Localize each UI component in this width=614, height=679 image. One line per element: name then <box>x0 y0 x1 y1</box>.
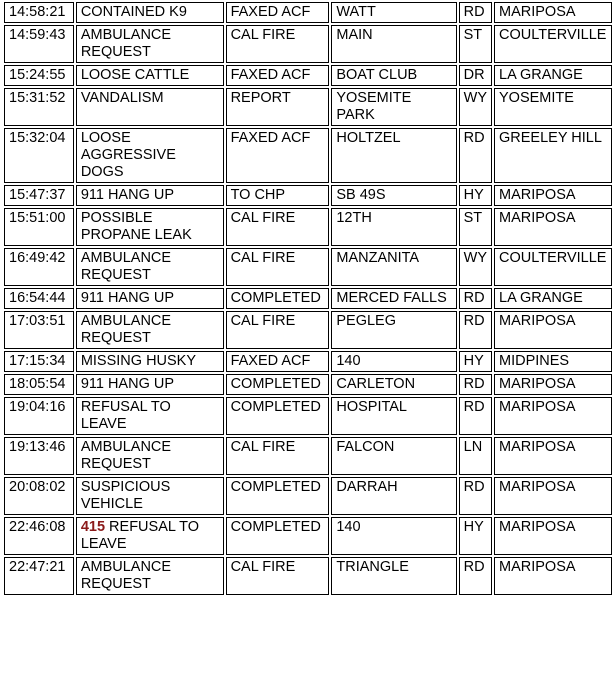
disposition-text: COMPLETED <box>230 519 321 535</box>
time-cell <box>4 25 74 63</box>
street-cell <box>331 25 456 63</box>
disposition-cell <box>226 311 330 349</box>
street-text: CARLETON <box>336 376 416 392</box>
city-text: YOSEMITE <box>499 90 574 106</box>
street-suffix-cell <box>459 397 492 435</box>
description-cell <box>76 65 224 86</box>
description-cell <box>76 288 224 309</box>
street-suffix-text: RD <box>463 4 485 20</box>
street-suffix-text: RD <box>463 313 485 329</box>
table-row <box>4 477 612 515</box>
city-text: MARIPOSA <box>499 519 576 535</box>
street-suffix-text: WY <box>463 250 487 266</box>
street-text: HOSPITAL <box>336 399 407 415</box>
time-cell <box>4 208 74 246</box>
street-suffix-text: ST <box>463 210 483 226</box>
time-text: 18:05:54 <box>9 376 66 392</box>
disposition-text: CAL FIRE <box>230 439 296 455</box>
time-cell <box>4 517 74 555</box>
disposition-text: COMPLETED <box>230 399 321 415</box>
time-cell <box>4 557 74 595</box>
call-log-table <box>2 0 614 597</box>
time-text: 22:47:21 <box>9 559 66 575</box>
description-cell <box>76 517 224 555</box>
street-cell <box>331 397 456 435</box>
street-cell <box>331 128 456 183</box>
disposition-text: COMPLETED <box>230 290 321 306</box>
city-cell <box>494 248 612 286</box>
street-suffix-cell <box>459 185 492 206</box>
city-text: MIDPINES <box>499 353 570 369</box>
street-suffix-text: HY <box>463 353 484 369</box>
city-cell <box>494 128 612 183</box>
disposition-cell <box>226 25 330 63</box>
street-suffix-cell <box>459 25 492 63</box>
time-text: 19:13:46 <box>9 439 66 455</box>
description-cell <box>76 437 224 475</box>
street-text: MERCED FALLS <box>336 290 447 306</box>
disposition-text: CAL FIRE <box>230 559 296 575</box>
time-text: 16:49:42 <box>9 250 66 266</box>
disposition-cell <box>226 437 330 475</box>
table-row <box>4 248 612 286</box>
city-text: COULTERVILLE <box>499 27 607 43</box>
time-cell <box>4 288 74 309</box>
city-text: MARIPOSA <box>499 313 576 329</box>
city-cell <box>494 88 612 126</box>
time-cell <box>4 477 74 515</box>
time-text: 15:47:37 <box>9 187 66 203</box>
description-cell <box>76 185 224 206</box>
street-text: 140 <box>336 519 361 535</box>
street-cell <box>331 208 456 246</box>
city-text: MARIPOSA <box>499 399 576 415</box>
table-row <box>4 208 612 246</box>
street-suffix-text: RD <box>463 479 485 495</box>
time-text: 20:08:02 <box>9 479 66 495</box>
time-cell <box>4 185 74 206</box>
description-text: 911 HANG UP <box>80 187 175 203</box>
street-text: DARRAH <box>336 479 398 495</box>
street-cell <box>331 185 456 206</box>
description-text: 911 HANG UP <box>80 290 175 306</box>
disposition-cell <box>226 374 330 395</box>
table-row <box>4 517 612 555</box>
table-row <box>4 557 612 595</box>
street-text: FALCON <box>336 439 395 455</box>
city-text: MARIPOSA <box>499 187 576 203</box>
description-text: LOOSE AGGRESSIVE DOGS <box>80 130 176 180</box>
time-text: 19:04:16 <box>9 399 66 415</box>
description-cell <box>76 88 224 126</box>
city-text: MARIPOSA <box>499 479 576 495</box>
street-text: YOSEMITE PARK <box>336 90 412 123</box>
disposition-text: COMPLETED <box>230 376 321 392</box>
street-suffix-cell <box>459 351 492 372</box>
city-text: MARIPOSA <box>499 376 576 392</box>
table-row <box>4 397 612 435</box>
street-text: MAIN <box>336 27 373 43</box>
street-suffix-cell <box>459 517 492 555</box>
description-text: POSSIBLE PROPANE LEAK <box>80 210 192 243</box>
time-text: 17:15:34 <box>9 353 66 369</box>
street-text: TRIANGLE <box>336 559 409 575</box>
street-suffix-text: RD <box>463 376 485 392</box>
disposition-text: FAXED ACF <box>230 130 311 146</box>
disposition-cell <box>226 88 330 126</box>
disposition-cell <box>226 397 330 435</box>
city-cell <box>494 557 612 595</box>
disposition-cell <box>226 185 330 206</box>
street-text: BOAT CLUB <box>336 67 418 83</box>
street-cell <box>331 517 456 555</box>
disposition-cell <box>226 477 330 515</box>
disposition-cell <box>226 2 330 23</box>
table-row <box>4 65 612 86</box>
time-cell <box>4 2 74 23</box>
street-text: HOLTZEL <box>336 130 401 146</box>
description-cell <box>76 208 224 246</box>
street-cell <box>331 374 456 395</box>
street-cell <box>331 351 456 372</box>
time-text: 14:58:21 <box>9 4 66 20</box>
time-text: 16:54:44 <box>9 290 66 306</box>
street-suffix-text: RD <box>463 290 485 306</box>
street-suffix-text: HY <box>463 187 484 203</box>
street-suffix-text: RD <box>463 399 485 415</box>
description-text: LOOSE CATTLE <box>80 67 190 83</box>
time-cell <box>4 248 74 286</box>
description-text: REFUSAL TO LEAVE <box>80 519 200 552</box>
street-suffix-text: RD <box>463 559 485 575</box>
time-cell <box>4 374 74 395</box>
street-text: 12TH <box>336 210 372 226</box>
street-suffix-cell <box>459 88 492 126</box>
description-text: CONTAINED K9 <box>80 4 187 20</box>
street-cell <box>331 88 456 126</box>
street-suffix-cell <box>459 248 492 286</box>
city-text: LA GRANGE <box>499 67 583 83</box>
description-cell <box>76 311 224 349</box>
disposition-text: REPORT <box>230 90 291 106</box>
street-suffix-cell <box>459 557 492 595</box>
street-suffix-cell <box>459 437 492 475</box>
disposition-cell <box>226 208 330 246</box>
street-cell <box>331 477 456 515</box>
city-cell <box>494 477 612 515</box>
table-row <box>4 88 612 126</box>
table-row <box>4 25 612 63</box>
disposition-cell <box>226 557 330 595</box>
city-cell <box>494 517 612 555</box>
city-cell <box>494 65 612 86</box>
street-suffix-cell <box>459 288 492 309</box>
street-suffix-text: WY <box>463 90 487 106</box>
disposition-text: CAL FIRE <box>230 27 296 43</box>
table-row <box>4 351 612 372</box>
disposition-text: FAXED ACF <box>230 4 311 20</box>
street-suffix-cell <box>459 374 492 395</box>
city-cell <box>494 351 612 372</box>
description-cell <box>76 557 224 595</box>
time-cell <box>4 437 74 475</box>
street-cell <box>331 288 456 309</box>
call-log-body <box>4 2 612 595</box>
description-text: 911 HANG UP <box>80 376 175 392</box>
time-cell <box>4 397 74 435</box>
street-suffix-cell <box>459 208 492 246</box>
city-cell <box>494 374 612 395</box>
disposition-text: TO CHP <box>230 187 286 203</box>
street-cell <box>331 311 456 349</box>
description-text: AMBULANCE REQUEST <box>80 250 172 283</box>
description-cell <box>76 351 224 372</box>
city-cell <box>494 288 612 309</box>
city-cell <box>494 208 612 246</box>
description-cell <box>76 374 224 395</box>
city-cell <box>494 311 612 349</box>
description-cell <box>76 397 224 435</box>
incident-code: 415 <box>80 519 106 535</box>
street-text: PEGLEG <box>336 313 396 329</box>
disposition-text: CAL FIRE <box>230 250 296 266</box>
time-cell <box>4 128 74 183</box>
description-text: AMBULANCE REQUEST <box>80 313 172 346</box>
street-suffix-text: LN <box>463 439 483 455</box>
disposition-cell <box>226 248 330 286</box>
disposition-text: FAXED ACF <box>230 67 311 83</box>
table-row <box>4 185 612 206</box>
street-suffix-cell <box>459 128 492 183</box>
time-text: 15:51:00 <box>9 210 66 226</box>
street-cell <box>331 2 456 23</box>
street-suffix-text: RD <box>463 130 485 146</box>
city-cell <box>494 25 612 63</box>
street-suffix-text: ST <box>463 27 483 43</box>
street-text: WATT <box>336 4 376 20</box>
city-text: LA GRANGE <box>499 290 583 306</box>
disposition-text: COMPLETED <box>230 479 321 495</box>
street-cell <box>331 248 456 286</box>
city-cell <box>494 437 612 475</box>
street-suffix-text: DR <box>463 67 485 83</box>
street-text: MANZANITA <box>336 250 420 266</box>
description-cell <box>76 25 224 63</box>
street-suffix-cell <box>459 477 492 515</box>
city-cell <box>494 185 612 206</box>
time-text: 15:32:04 <box>9 130 66 146</box>
table-row <box>4 437 612 475</box>
description-text: AMBULANCE REQUEST <box>80 559 172 592</box>
table-row <box>4 128 612 183</box>
city-cell <box>494 397 612 435</box>
time-cell <box>4 351 74 372</box>
time-cell <box>4 311 74 349</box>
street-text: 140 <box>336 353 361 369</box>
street-suffix-cell <box>459 2 492 23</box>
description-cell <box>76 2 224 23</box>
description-cell <box>76 248 224 286</box>
city-text: MARIPOSA <box>499 439 576 455</box>
description-cell <box>76 477 224 515</box>
time-text: 22:46:08 <box>9 519 66 535</box>
time-cell <box>4 88 74 126</box>
street-suffix-cell <box>459 65 492 86</box>
description-text: REFUSAL TO LEAVE <box>80 399 171 432</box>
disposition-text: CAL FIRE <box>230 313 296 329</box>
description-cell <box>76 128 224 183</box>
description-text: MISSING HUSKY <box>80 353 197 369</box>
time-text: 15:24:55 <box>9 67 66 83</box>
city-text: MARIPOSA <box>499 4 576 20</box>
time-cell <box>4 65 74 86</box>
city-text: GREELEY HILL <box>499 130 602 146</box>
street-text: SB 49S <box>336 187 386 203</box>
city-text: MARIPOSA <box>499 210 576 226</box>
disposition-cell <box>226 128 330 183</box>
description-text: SUSPICIOUS VEHICLE <box>80 479 171 512</box>
time-text: 14:59:43 <box>9 27 66 43</box>
street-cell <box>331 65 456 86</box>
time-text: 15:31:52 <box>9 90 66 106</box>
disposition-cell <box>226 517 330 555</box>
disposition-text: FAXED ACF <box>230 353 311 369</box>
description-text: AMBULANCE REQUEST <box>80 439 172 472</box>
street-cell <box>331 437 456 475</box>
city-cell <box>494 2 612 23</box>
time-text: 17:03:51 <box>9 313 66 329</box>
street-suffix-cell <box>459 311 492 349</box>
city-text: COULTERVILLE <box>499 250 607 266</box>
table-row <box>4 2 612 23</box>
table-row <box>4 374 612 395</box>
description-text: VANDALISM <box>80 90 164 106</box>
disposition-text: CAL FIRE <box>230 210 296 226</box>
street-suffix-text: HY <box>463 519 484 535</box>
disposition-cell <box>226 65 330 86</box>
table-row <box>4 288 612 309</box>
table-row <box>4 311 612 349</box>
disposition-cell <box>226 288 330 309</box>
street-cell <box>331 557 456 595</box>
description-text: AMBULANCE REQUEST <box>80 27 172 60</box>
city-text: MARIPOSA <box>499 559 576 575</box>
disposition-cell <box>226 351 330 372</box>
